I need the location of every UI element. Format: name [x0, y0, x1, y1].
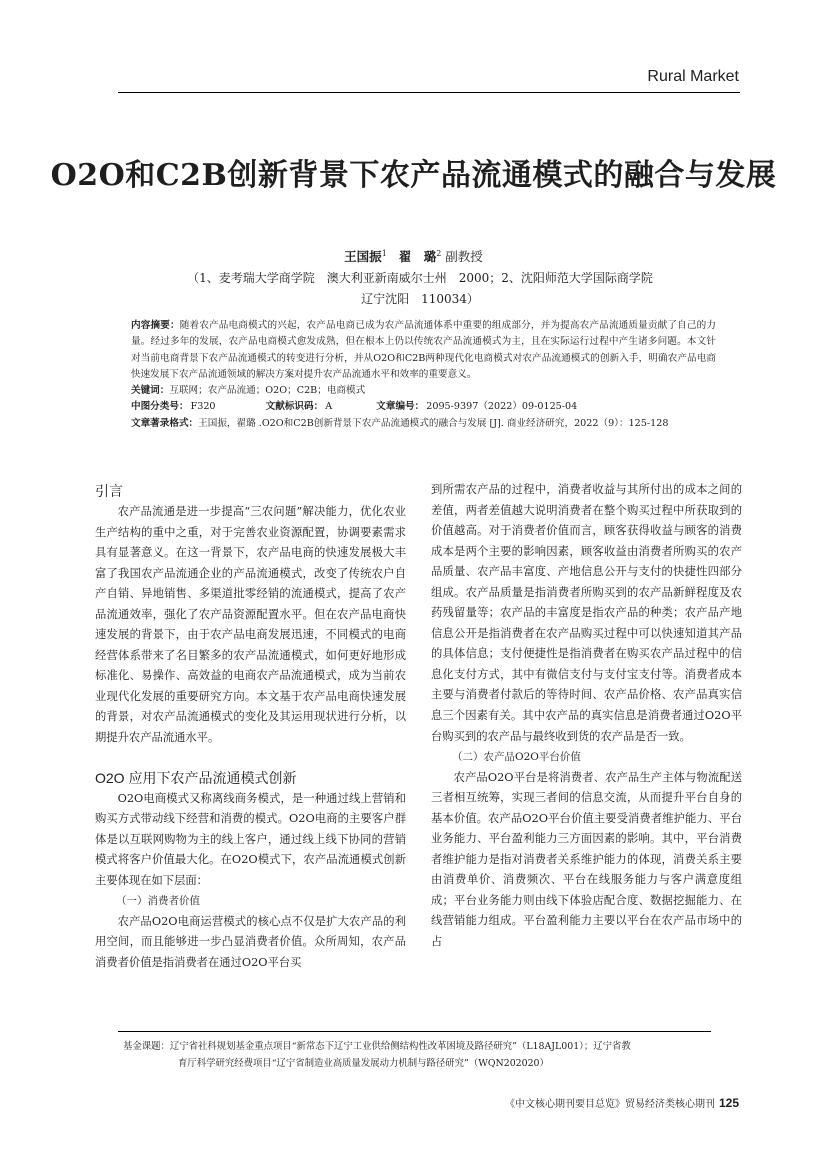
journal-section-label: Rural Market: [647, 68, 739, 85]
footnote-line: 育厅科学研究经费项目“辽宁省制造业高质量发展动力机制与路径研究”（WQN202020）: [178, 1058, 549, 1069]
publication-note: 《中文核心期刊要目总览》贸易经济类核心期刊: [504, 1099, 715, 1110]
clc-value: F320: [190, 401, 216, 413]
abstract-block: [131, 318, 716, 432]
doc-code-label: 文献标识码：: [265, 401, 324, 413]
author-line: [0, 247, 827, 265]
author-name: 王国振: [344, 249, 382, 264]
affiliations: [140, 268, 700, 310]
affiliation-mark: 1: [381, 248, 387, 258]
page-number: 125: [718, 1096, 739, 1110]
article-number-label: 文章编号：: [376, 401, 425, 413]
citation: [131, 416, 716, 432]
paragraph: 农产品流通是进一步提高“三农问题”解决能力，优化农业生产结构的重中之重，对于完善农业资源配置，协调要素需求具有显著意义。在这一背景下，农产品电商的快速发展极大丰富了我国农产品流通企业的产品流通模式，改变了传统农户自产自销、异地销售、多渠道批零经销的流通模式，提高了农产品流通效率，强化了农产品资源配置水平。但在农产品电商快速发展的背景下，由于农产品电商发展迅速，不同模式的电商经营体系带来了名目繁多的农产品流通模式，如何更好地形成标准化、易操作、高效益的电商农产品流通模式，成为当前农业现代化发展的重要研究方向。本文基于农产品电商快速发展的背景，对农产品流通模式的变化及其运用现状进行分析，以期提升农产品流通水平。: [95, 505, 406, 745]
funding-footnote: [123, 1038, 723, 1072]
affiliation-line: （1、麦考瑞大学商学院 澳大利亚新南威尔士州 2000；2、沈阳师范大学国际商学院: [187, 271, 653, 285]
footnote-text: 辽宁省社科规划基金重点项目“新常态下辽宁工业供给侧结构性改革困境及路径研究”（L18AJL001）；辽宁省教: [169, 1041, 631, 1052]
affiliation-mark: 2: [436, 248, 442, 258]
citation-text: 王国振，翟璐 .O2O和C2B创新背景下农产品流通模式的融合与发展 [J]. 商业经济研究，2022（9）：125-128: [198, 417, 669, 429]
article-number-value: 2095-9397（2022）09-0125-04: [426, 401, 578, 413]
clc-label: 中图分类号：: [131, 401, 189, 413]
classification-row: [131, 399, 716, 415]
abstract-label: 内容摘要：: [131, 320, 180, 331]
keywords: [131, 383, 716, 399]
citation-label: 文章著录格式：: [131, 417, 199, 429]
abstract: [131, 318, 716, 383]
author-name: 翟 璐: [398, 249, 437, 264]
affiliation-line: 辽宁沈阳 110034）: [361, 292, 479, 306]
paragraph: O2O电商模式又称离线商务模式，是一种通过线上营销和购买方式带动线下经营和消费的模式。O2O电商的主要客户群体是以互联网购物为主的线上客户，通过线上线下协同的营销模式将客户价值最大化。在O2O模式下，农产品流通模式创新主要体现在如下层面：: [95, 791, 406, 887]
paragraph: 农产品O2O电商运营模式的核心点不仅是扩大农产品的利用空间，而且能够进一步凸显消费者价值。众所周知，农产品消费者价值是指消费者在通过O2O平台买: [95, 914, 406, 969]
page-footer: [505, 1095, 739, 1110]
footnote-divider: [118, 1031, 711, 1032]
section-heading: 引言: [95, 483, 123, 499]
author-title: 副教授: [445, 249, 483, 264]
doc-code-value: A: [325, 401, 333, 413]
footnote-line: [123, 1038, 723, 1055]
footnote-label: 基金课题：: [123, 1041, 170, 1052]
article-title: O2O和C2B创新背景下农产品流通模式的融合与发展: [50, 158, 777, 193]
paragraph: 农产品O2O平台是将消费者、农产品生产主体与物流配送三者相互统筹，实现三者间的信息交流，从而提升平台自身的基本价值。农产品O2O平台价值主要受消费者维护能力、平台业务能力、平台盈利能力三方面因素的影响。其中，平台消费者维护能力是指对消费者关系维护能力的体现，消费关系主要由消费单价、消费频次、平台在线服务能力与客户满意度组成；平台业务能力则由线下体验店配合度、数据挖掘能力、在线营销能力组成。平台盈利能力主要以平台在农产品市场中的占: [431, 770, 742, 949]
keywords-label: 关键词：: [131, 385, 170, 397]
abstract-text: 随着农产品电商模式的兴起，农产品电商已成为农产品流通体系中重要的组成部分，并为提高农产品流通质量贡献了自己的力量。经过多年的发展，农产品电商模式愈发成熟，但在根本上仍以传统农产品流通模式为主，且在实际运行过程中产生诸多问题。本文针对当前电商背景下农产品流通模式的转变进行分析，并从O2O和C2B两种现代化电商模式对农产品流通模式的创新入手，明确农产品电商快速发展下农产品流通领域的解决方案对提升农产品流通水平和效率的重要意义。: [131, 320, 717, 380]
subsection-heading: （一）消费者价值: [116, 895, 200, 908]
header-divider: [118, 92, 740, 93]
left-column: [95, 480, 406, 973]
keywords-text: 互联网；农产品流通；O2O；C2B；电商模式: [169, 385, 366, 397]
right-column: [431, 480, 742, 953]
paragraph: 到所需农产品的过程中，消费者收益与其所付出的成本之间的差值，两者差值越大说明消费者在整个购买过程中所获取到的价值越高。对于消费者价值而言，顾客获得收益与顾客的消费成本是两个主要的影响因素，顾客收益由消费者所购买的农产品质量、农产品丰富度、产地信息公开与支付的快捷性四部分组成。农产品质量是指消费者所购买到的农产品新鲜程度及农药残留量等；农产品的丰富度是指农产品的种类；农产品产地信息公开是指消费者在农产品购买过程中可以快速知道其产品的具体信息；支付便捷性是指消费者在购买农产品过程中的信息化支付方式，其中有微信支付与支付宝支付等。消费者成本主要与消费者付款后的等待时间、农产品价格、农产品真实信息三个因素有关。其中农产品的真实信息是消费者通过O2O平台购买到的农产品与最终收到货的农产品是否一致。: [431, 483, 742, 743]
subsection-heading: （二）农产品O2O平台价值: [452, 751, 581, 764]
section-heading: O2O 应用下农产品流通模式创新: [95, 769, 297, 786]
